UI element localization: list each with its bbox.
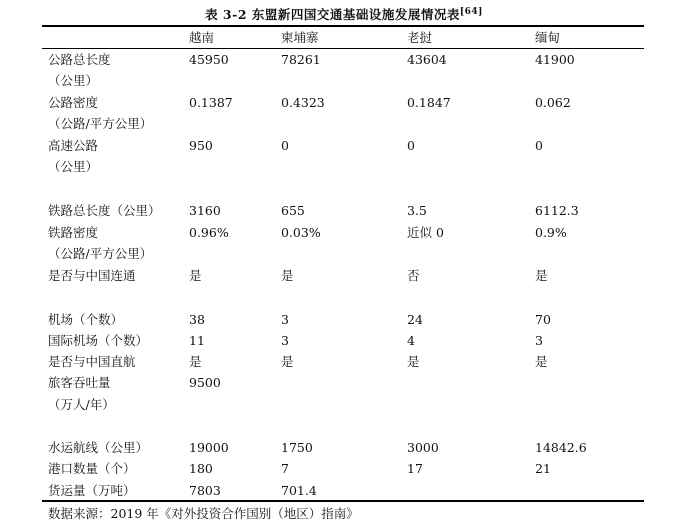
row-label-unit: （公里） — [48, 159, 99, 174]
row-label: 高速公路 — [48, 138, 99, 153]
table-cell: 950 — [189, 138, 213, 153]
table-cell: 0 — [535, 138, 543, 153]
row-label: 公路总长度 — [48, 52, 111, 67]
table-cell: 0.03% — [281, 225, 321, 240]
table-cell: 24 — [407, 312, 423, 327]
row-label: 铁路密度 — [48, 225, 99, 240]
table-cell: 0.062 — [535, 95, 571, 110]
row-label-unit: （公路/平方公里） — [48, 246, 153, 261]
table-cell: 70 — [535, 312, 551, 327]
header-laos: 老挝 — [407, 30, 433, 45]
table-cell: 0.1847 — [407, 95, 451, 110]
header-rule — [42, 48, 644, 49]
table-cell: 是 — [407, 354, 420, 369]
table-cell: 3.5 — [407, 203, 427, 218]
table-cell: 6112.3 — [535, 203, 579, 218]
row-label-unit: （公路/平方公里） — [48, 116, 153, 131]
top-rule — [42, 25, 644, 27]
row-label: 水运航线（公里） — [48, 440, 149, 455]
table-cell: 3160 — [189, 203, 221, 218]
table-cell: 0 — [281, 138, 289, 153]
citation-ref: [64] — [459, 7, 483, 17]
table-cell: 0.9% — [535, 225, 567, 240]
row-label: 是否与中国连通 — [48, 268, 136, 283]
table-cell: 是 — [535, 268, 548, 283]
table-cell: 43604 — [407, 52, 447, 67]
table-cell: 1750 — [281, 440, 313, 455]
table-cell: 0.1387 — [189, 95, 233, 110]
table-cell: 19000 — [189, 440, 229, 455]
table-cell: 0.4323 — [281, 95, 325, 110]
table-cell: 9500 — [189, 375, 221, 390]
header-cambodia: 柬埔寨 — [281, 30, 319, 45]
table-cell: 17 — [407, 461, 423, 476]
table-cell: 是 — [189, 268, 202, 283]
row-label: 港口数量（个） — [48, 461, 136, 476]
table-cell: 0.96% — [189, 225, 229, 240]
row-label-unit: （万人/年） — [48, 397, 115, 412]
row-label-unit: （公里） — [48, 73, 99, 88]
table-cell: 是 — [281, 268, 294, 283]
caption-text: 表 3-2 东盟新四国交通基础设施发展情况表 — [205, 7, 460, 22]
table-cell: 14842.6 — [535, 440, 587, 455]
table-cell: 38 — [189, 312, 205, 327]
table-cell: 655 — [281, 203, 305, 218]
table-cell: 3 — [281, 333, 289, 348]
table-cell: 41900 — [535, 52, 575, 67]
table-cell: 180 — [189, 461, 213, 476]
table-cell: 701.4 — [281, 483, 317, 498]
table-cell: 45950 — [189, 52, 229, 67]
table-cell: 21 — [535, 461, 551, 476]
table-cell: 是 — [535, 354, 548, 369]
table-cell: 3 — [281, 312, 289, 327]
table-cell: 78261 — [281, 52, 321, 67]
row-label: 是否与中国直航 — [48, 354, 136, 369]
table-cell: 7 — [281, 461, 289, 476]
table-cell: 4 — [407, 333, 415, 348]
table-cell: 近似 0 — [407, 225, 444, 240]
header-vietnam: 越南 — [189, 30, 215, 45]
source-note: 数据来源：2019 年《对外投资合作国别（地区）指南》 — [48, 506, 359, 521]
row-label: 公路密度 — [48, 95, 99, 110]
row-label: 货运量（万吨） — [48, 483, 136, 498]
table-cell: 0 — [407, 138, 415, 153]
table-cell: 11 — [189, 333, 205, 348]
table-caption — [0, 5, 688, 23]
table-cell: 7803 — [189, 483, 221, 498]
table-cell: 是 — [189, 354, 202, 369]
row-label: 旅客吞吐量 — [48, 375, 111, 390]
table-cell: 3 — [535, 333, 543, 348]
header-myanmar: 缅甸 — [535, 30, 561, 45]
table-cell: 否 — [407, 268, 420, 283]
row-label: 国际机场（个数） — [48, 333, 149, 348]
row-label: 机场（个数） — [48, 312, 124, 327]
table-cell: 3000 — [407, 440, 439, 455]
row-label: 铁路总长度（公里） — [48, 203, 161, 218]
table-cell: 是 — [281, 354, 294, 369]
bottom-rule — [42, 500, 644, 502]
